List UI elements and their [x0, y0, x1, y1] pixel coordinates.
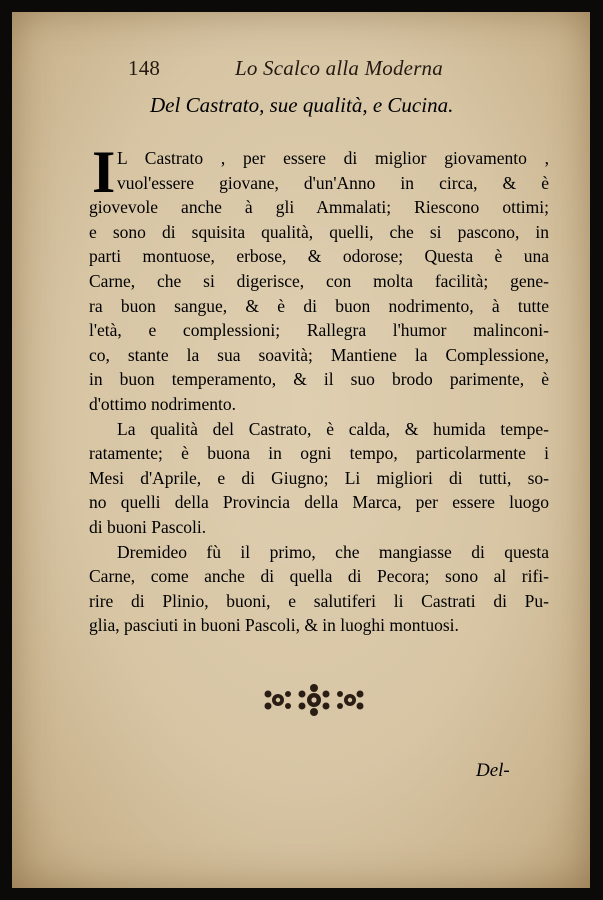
text-line: giovevole anche à gli Ammalati; Riescono ottimi;: [89, 197, 549, 218]
text-line: vuol'essere giovane, d'un'Anno in circa, & è: [117, 172, 549, 193]
text-line: di buoni Pascoli.: [89, 516, 207, 537]
section-title: Del Castrato, sue qualità, e Cucina.: [150, 93, 454, 117]
text-line: La qualità del Castrato, è calda, & humida tempe-: [117, 418, 549, 439]
drop-cap: I: [92, 139, 116, 205]
text-line: co, stante la sua soavità; Mantiene la Complessione,: [89, 344, 549, 365]
fleuron-ornament-icon: [258, 682, 370, 718]
text-line: e sono di squisita qualità, quelli, che si pascono, in: [89, 221, 549, 242]
text-line: in buon temperamento, & il suo brodo parimente, è: [89, 369, 549, 390]
body-text: [89, 146, 549, 638]
text-line: d'ottimo nodrimento.: [89, 393, 237, 414]
text-line: ratamente; è buona in ogni tempo, particolarmente i: [89, 443, 549, 464]
catchword: Del-: [476, 760, 510, 781]
text-line: no quelli della Provincia della Marca, per essere luogo: [89, 492, 549, 513]
text-line: l'età, e complessioni; Rallegra l'humor malinconi-: [89, 320, 549, 341]
page-number: 148: [128, 56, 161, 80]
text-line: Carne, che si digerisce, con molta facilità; gene-: [89, 270, 549, 291]
running-title: Lo Scalco alla Moderna: [235, 56, 443, 80]
page-header: [128, 56, 448, 86]
text-line: Mesi d'Aprile, e di Giugno; Li migliori di tutti, so-: [89, 467, 549, 488]
text-line: L Castrato , per essere di miglior giovamento ,: [117, 148, 549, 168]
text-line: rire di Plinio, buoni, e salutiferi li Castrati di Pu-: [89, 590, 549, 611]
text-line: Carne, come anche di quella di Pecora; sono al rifi-: [89, 566, 549, 587]
text-line: glia, pasciuti in buoni Pascoli, & in luoghi montuosi.: [89, 615, 459, 636]
text-line: parti montuose, erbose, & odorose; Questa è una: [89, 246, 549, 267]
text-line: Dremideo fù il primo, che mangiasse di questa: [117, 541, 549, 562]
text-line: ra buon sangue, & è di buon nodrimento, à tutte: [89, 295, 549, 316]
